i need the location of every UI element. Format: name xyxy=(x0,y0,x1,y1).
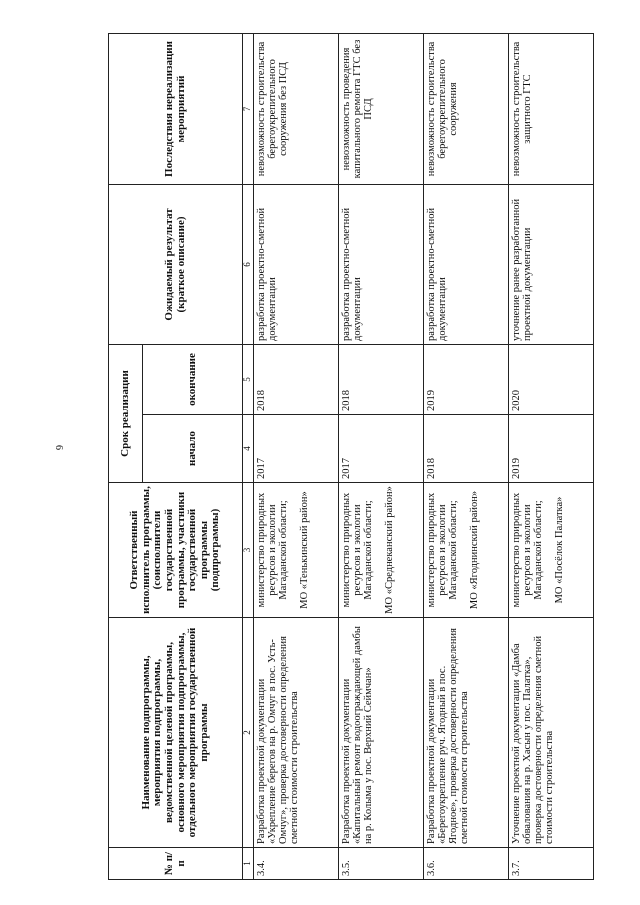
executor-cell xyxy=(424,483,509,618)
executor-cell xyxy=(254,483,339,618)
end-year: 2020 xyxy=(509,344,594,414)
header-period: Срок реализации xyxy=(109,344,143,482)
consequences: невозможность строительства берегоукрепительного сооружения без ПСД xyxy=(254,33,339,184)
expected-result: уточнение ранее разработанной проектной документации xyxy=(509,184,594,344)
column-number: 1 xyxy=(243,848,254,880)
header-consequences: Последствия нереализации мероприятий xyxy=(109,33,243,184)
header-result: Ожидаемый результат (краткое описание) xyxy=(109,184,243,344)
row-number: 3.4. xyxy=(254,848,339,880)
measure-name: Разработка проектной документации «Капитальный ремонт водоограждающей дамбы на р. Колыма у пос. Верхний Сеймчан» xyxy=(339,618,424,848)
executor-municipality: МО «Посёлок Палатка» xyxy=(554,496,566,604)
rotated-table-wrapper xyxy=(108,34,594,880)
table-row xyxy=(424,33,509,879)
executor-cell xyxy=(509,483,594,618)
executor-municipality: МО «Среднеканский район» xyxy=(384,486,396,614)
header-end: окончание xyxy=(143,344,243,414)
row-number: 3.5. xyxy=(339,848,424,880)
column-number: 6 xyxy=(243,184,254,344)
start-year: 2017 xyxy=(339,415,424,483)
header-start: начало xyxy=(143,415,243,483)
consequences: невозможность проведения капитального ремонта ГТС без ПСД xyxy=(339,33,424,184)
header-name: Наименование подпрограммы, мероприятия подпрограммы, ведомственной целевой программы, основного мероприятия подпрограммы, отдельного мероприятия государственной программы xyxy=(109,618,243,848)
table-row xyxy=(509,33,594,879)
table-row xyxy=(339,33,424,879)
executor-cell xyxy=(339,483,424,618)
column-number: 5 xyxy=(243,344,254,414)
column-number: 7 xyxy=(243,33,254,184)
column-number: 3 xyxy=(243,483,254,618)
executor-ministry: министерство природных ресурсов и экологии Магаданской области; xyxy=(256,492,290,608)
end-year: 2018 xyxy=(339,344,424,414)
executor-ministry: министерство природных ресурсов и экологии Магаданской области; xyxy=(426,492,460,608)
end-year: 2019 xyxy=(424,344,509,414)
expected-result: разработка проектно-сметной документации xyxy=(254,184,339,344)
table-row xyxy=(254,33,339,879)
end-year: 2018 xyxy=(254,344,339,414)
header-executor: Ответственный исполнитель программы, (соисполнители государственной программы, участники государственной программы (подпрограммы) xyxy=(109,483,243,618)
column-number: 2 xyxy=(243,618,254,848)
measure-name: Уточнение проектной документации «Дамба обвалования на р. Хасын у пос. Палатка», проверка достоверности определения сметной стоимости строительства xyxy=(509,618,594,848)
expected-result: разработка проектно-сметной документации xyxy=(424,184,509,344)
header-no: № п/п xyxy=(109,848,243,880)
expected-result: разработка проектно-сметной документации xyxy=(339,184,424,344)
row-number: 3.6. xyxy=(424,848,509,880)
start-year: 2018 xyxy=(424,415,509,483)
executor-municipality: МО «Ягоднинский район» xyxy=(469,490,481,610)
consequences: невозможность строительства берегоукрепительного сооружения xyxy=(424,33,509,184)
executor-municipality: МО «Тенькинский район» xyxy=(299,491,311,609)
measure-name: Разработка проектной документации «Берегоукрепление руч. Ягодный в пос. Ягодное», проверка достоверности определения сметной стоимости строительства xyxy=(424,618,509,848)
column-number: 4 xyxy=(243,415,254,483)
consequences: невозможность строительства защитного ГТС xyxy=(509,33,594,184)
row-number: 3.7. xyxy=(509,848,594,880)
executor-ministry: министерство природных ресурсов и экологии Магаданской области; xyxy=(511,492,545,608)
measures-table xyxy=(108,33,594,880)
start-year: 2017 xyxy=(254,415,339,483)
page-number: 6 xyxy=(53,445,64,450)
measure-name: Разработка проектной документации «Укрепление берегов на р. Омчуг в пос. Усть-Омчуг», проверка достоверности определения сметной стоимости строительства xyxy=(254,618,339,848)
start-year: 2019 xyxy=(509,415,594,483)
executor-ministry: министерство природных ресурсов и экологии Магаданской области; xyxy=(341,492,375,608)
